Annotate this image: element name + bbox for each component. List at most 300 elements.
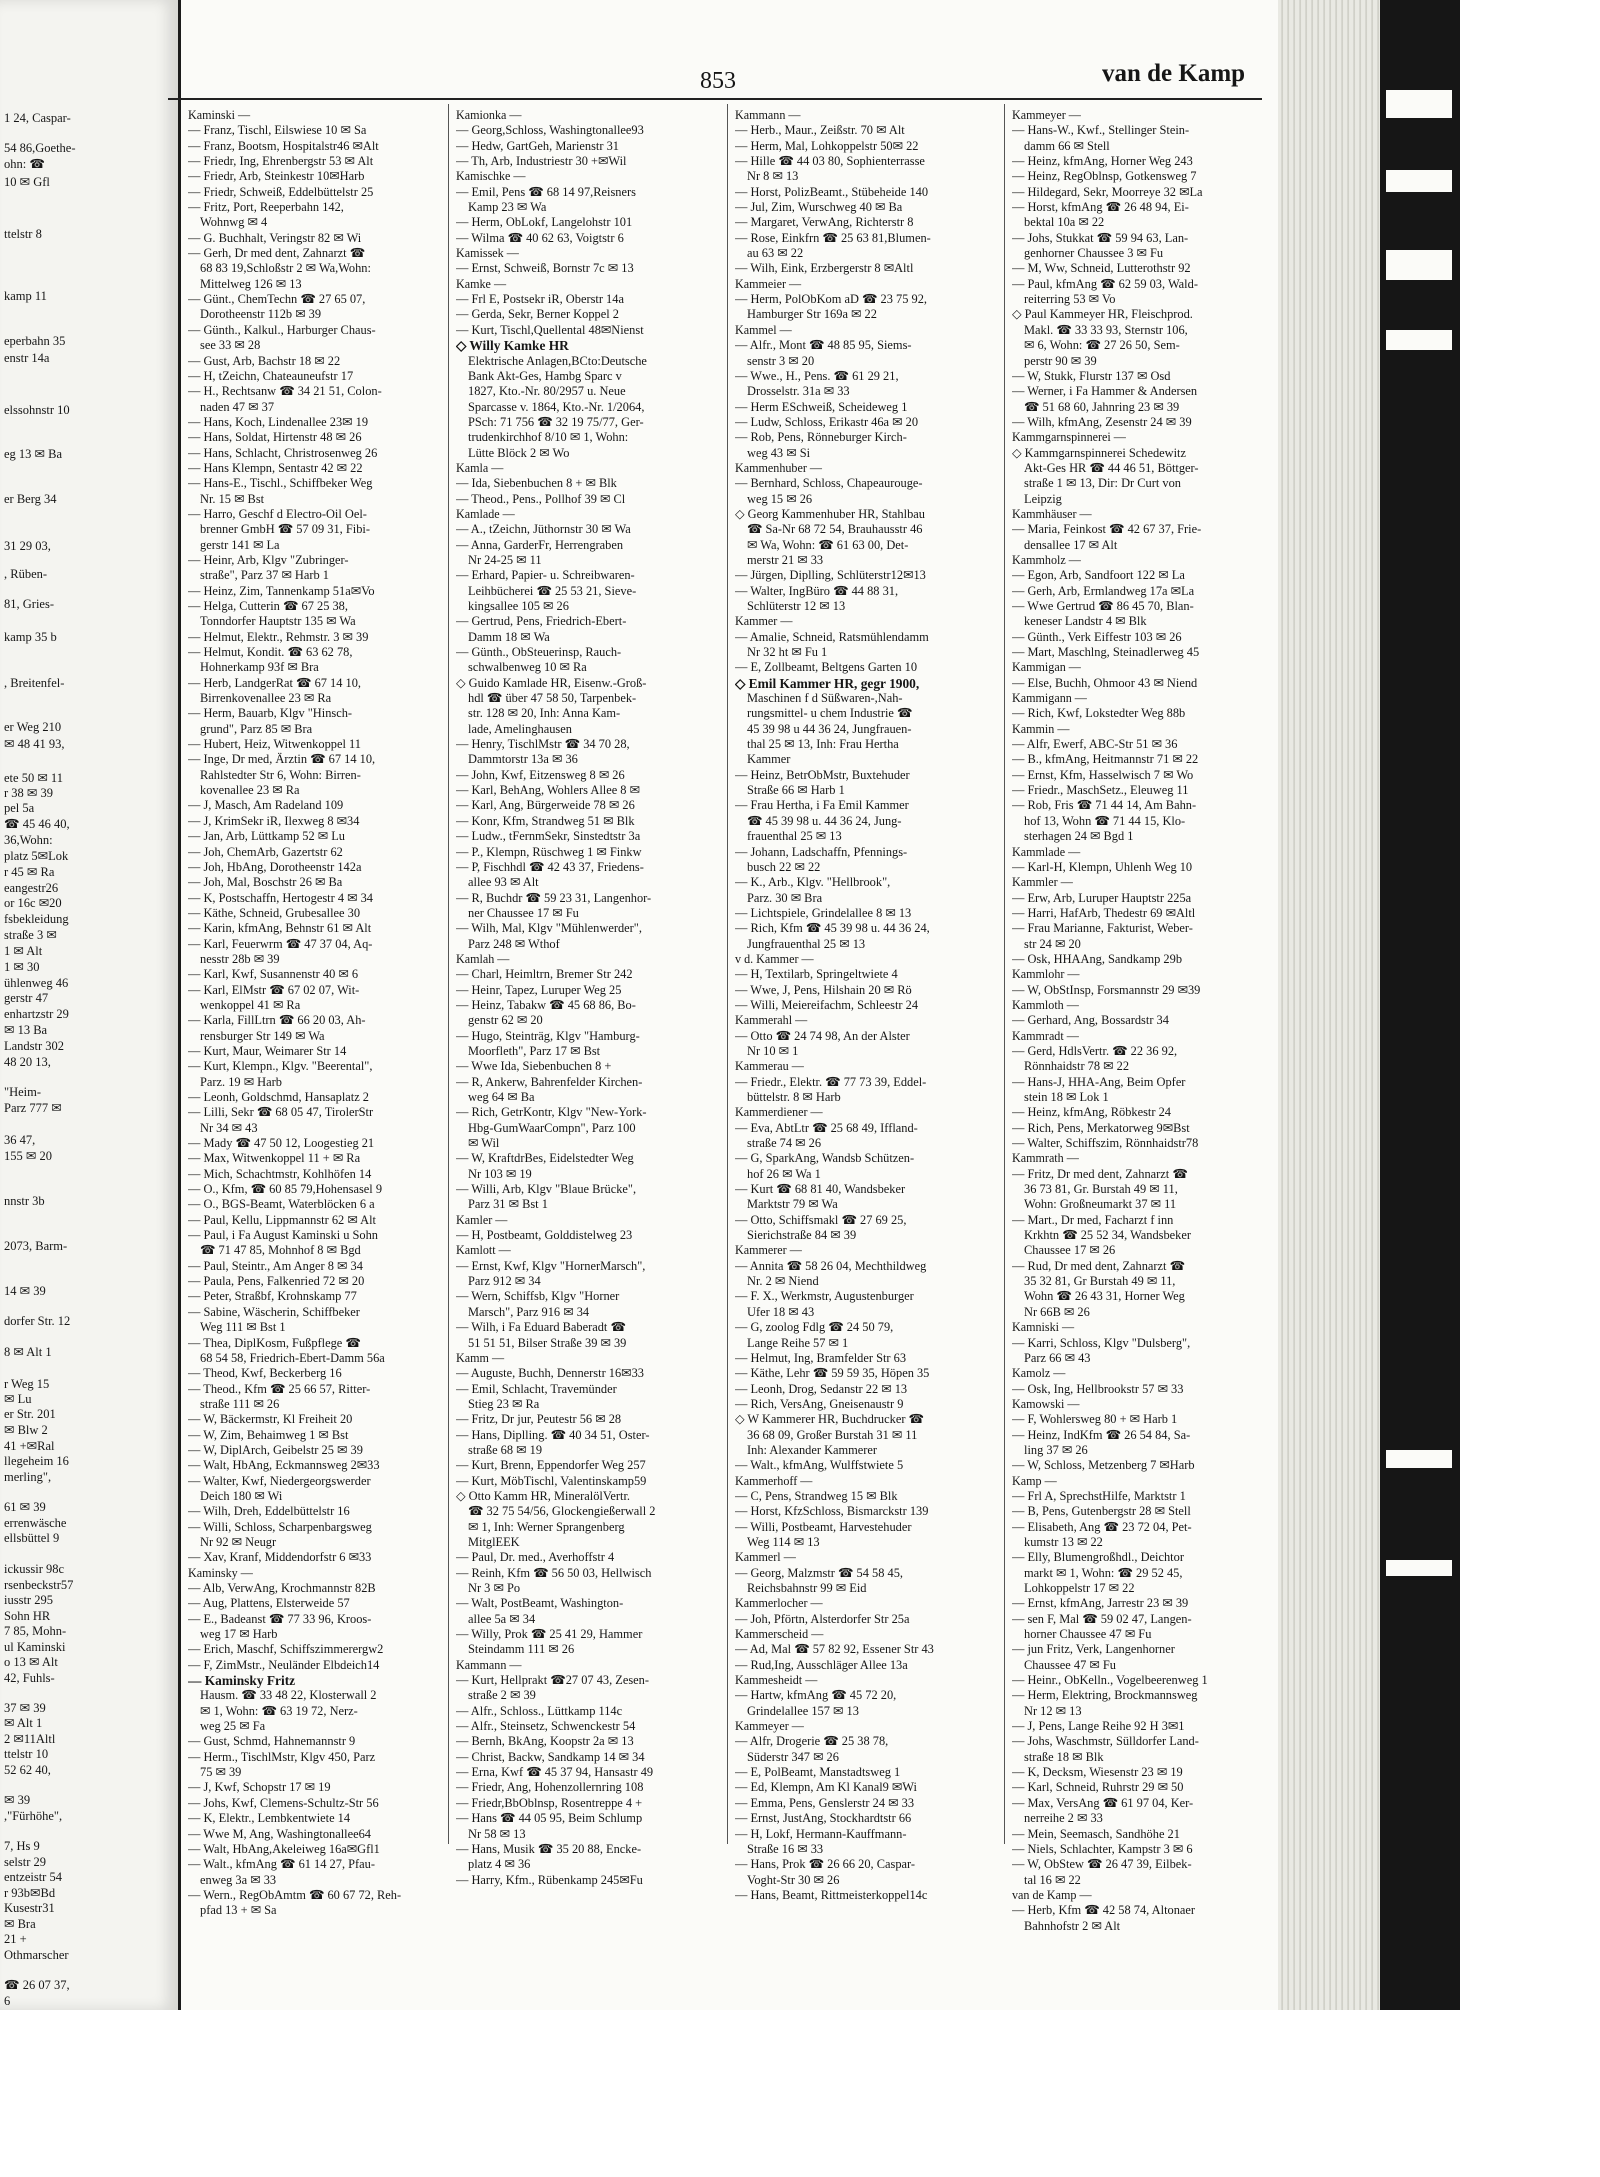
directory-entry-line: — W, Zim, Behaimweg 1 ✉ Bst [188, 1427, 349, 1442]
directory-entry-line: — Herm ESchweiß, Scheideweg 1 [735, 399, 908, 414]
directory-entry-line: — Eva, AbtLtr ☎ 25 68 49, Iffland- [735, 1120, 918, 1135]
directory-entry-line: — Ed, Klempn, Am Kl Kanal9 ✉Wi [735, 1780, 917, 1795]
directory-entry-line: hdl ☎ über 47 58 50, Tarpenbek- [468, 691, 637, 706]
directory-entry-line: — Hans Klempn, Sentastr 42 ✉ 22 [188, 460, 363, 475]
directory-entry-line: brenner GmbH ☎ 57 09 31, Fibi- [200, 522, 370, 537]
directory-entry-line: keneser Landstr 4 ✉ Blk [1024, 614, 1147, 629]
directory-entry-line: au 63 ✉ 22 [747, 246, 804, 261]
directory-entry-line: — Jul, Zim, Wurschweg 40 ✉ Ba [735, 200, 903, 215]
directory-entry-line: — jun Fritz, Verk, Langenhorner [1012, 1642, 1175, 1657]
directory-entry-line: ◇ Otto Kamm HR, MineralölVertr. [456, 1488, 631, 1503]
directory-entry-line: — Hans, Beamt, Rittmeisterkoppel14c [735, 1887, 928, 1902]
directory-entry-line: hof 26 ✉ Wa 1 [747, 1166, 821, 1181]
previous-page-text-fragment: eg 13 ✉ Ba [4, 447, 63, 461]
directory-entry-line: — Wern, Schiffsb, Klgv "Horner [456, 1289, 620, 1304]
surname-heading: Kammrath — [1012, 1151, 1079, 1166]
surname-heading: v d. Kammer — [735, 951, 814, 966]
directory-entry-line: Mittelweg 126 ✉ 13 [200, 276, 302, 291]
directory-entry-line: schwalbenweg 10 ✉ Ra [468, 660, 587, 675]
directory-entry-line: tal 16 ✉ 22 [1024, 1872, 1081, 1887]
surname-heading: Kammhäuser — [1012, 506, 1092, 521]
directory-entry-line: — Theod, Kwf, Beckerberg 16 [188, 1366, 342, 1381]
previous-page-text-fragment: iusstr 295 [4, 1593, 53, 1607]
previous-page-text-fragment: 61 ✉ 39 [4, 1500, 46, 1514]
directory-entry-line: — Emil, Schlacht, Travemünder [456, 1381, 617, 1396]
index-stripe [1386, 1450, 1452, 1468]
column-divider [1004, 104, 1005, 1844]
directory-entry-line: busch 22 ✉ 22 [747, 859, 821, 874]
previous-page-text-fragment: 37 ✉ 39 [4, 1701, 46, 1715]
directory-entry-line: — Mart, Maschlng, Steinadlerweg 45 [1012, 645, 1200, 660]
directory-entry-line: see 33 ✉ 28 [200, 338, 261, 353]
previous-page-text-fragment: ✉ Blw 2 [4, 1423, 48, 1437]
directory-entry-line: rensburger Str 149 ✉ Wa [200, 1028, 325, 1043]
directory-entry-line: Weg 111 ✉ Bst 1 [200, 1320, 286, 1335]
directory-entry-line: — Emma, Pens, Genslerstr 24 ✉ 33 [735, 1795, 915, 1810]
directory-entry-line: Wohnwg ✉ 4 [200, 215, 268, 230]
directory-entry-line: — W, Schloss, Metzenberg 7 ✉Harb [1012, 1458, 1195, 1473]
directory-entry-line: 75 ✉ 39 [200, 1765, 242, 1780]
directory-entry-line: — Herm, Bauarb, Klgv "Hinsch- [188, 706, 353, 721]
index-stripe [1386, 330, 1452, 350]
directory-entry-line: — Georg,Schloss, Washingtonallee93 [456, 123, 644, 138]
directory-entry-line: straße 111 ✉ 26 [200, 1396, 280, 1411]
directory-entry-line: perstr 90 ✉ 39 [1024, 353, 1097, 368]
directory-entry-line: — Heinz, kfmAng, Horner Weg 243 [1012, 154, 1193, 169]
directory-entry-line: straße 2 ✉ 39 [468, 1688, 536, 1703]
directory-entry-line: — Wwe Ida, Siebenbuchen 8 + [456, 1059, 612, 1074]
directory-entry-line: — Aug, Plattens, Elsterweide 57 [188, 1596, 350, 1611]
directory-entry-line: Sparcasse v. 1864, Kto.-Nr. 1/2064, [468, 399, 645, 414]
directory-entry-line: — Rob, Pens, Rönneburger Kirch- [735, 430, 907, 445]
directory-entry-line: Parz 66 ✉ 43 [1024, 1350, 1091, 1365]
directory-entry-line: horner Chaussee 47 ✉ Fu [1024, 1627, 1152, 1642]
directory-entry-line: — Rich, Kwf, Lokstedter Weg 88b [1012, 706, 1186, 721]
directory-entry-line: — Th, Arb, Industriestr 30 +✉Wil [456, 154, 627, 169]
directory-entry-line: — Rich, VersAng, Gneisenaustr 9 [735, 1396, 904, 1411]
surname-heading: Kammerau — [735, 1059, 804, 1074]
directory-entry-line: — Amalie, Schneid, Ratsmühlendamm [735, 629, 929, 644]
directory-entry-line: — Paul, Steintr., Am Anger 8 ✉ 34 [188, 1258, 363, 1273]
surname-heading: Kamp — [1012, 1473, 1057, 1488]
surname-heading: Kammerl — [735, 1550, 796, 1565]
directory-entry-line: — Leonh, Drog, Sedanstr 22 ✉ 13 [735, 1381, 908, 1396]
directory-entry-line: — Bernhard, Schloss, Chapeaurouge- [735, 476, 923, 491]
directory-entry-line: — Jürgen, Diplling, Schlüterstr12✉13 [735, 568, 926, 583]
surname-heading: Kammloth — [1012, 997, 1079, 1012]
surname-heading: Kammerlocher — [735, 1596, 823, 1611]
directory-entry-line: — Max, VersAng ☎ 61 97 04, Ker- [1012, 1795, 1194, 1810]
surname-heading: Kamm — [456, 1350, 505, 1365]
directory-entry-line: ◇ Kammgarnspinnerei Schedewitz [1012, 445, 1186, 460]
directory-entry-line: merstr 21 ✉ 33 [747, 552, 824, 567]
directory-entry-line: — G, SparkAng, Wandsb Schützen- [735, 1151, 915, 1166]
directory-entry-line: weg 15 ✉ 26 [747, 491, 813, 506]
directory-entry-line: — Johann, Ladschaffn, Pfennings- [735, 844, 908, 859]
directory-entry-line: Tonndorfer Hauptstr 135 ✉ Wa [200, 614, 356, 629]
directory-entry-line: — Günt., ChemTechn ☎ 27 65 07, [188, 292, 366, 307]
directory-entry-line: — Jan, Arb, Lüttkamp 52 ✉ Lu [188, 829, 345, 844]
directory-entry-line: — Rud, Dr med dent, Zahnarzt ☎ [1012, 1258, 1186, 1273]
directory-entry-line: — P, Fischhdl ☎ 42 43 37, Friedens- [456, 859, 644, 874]
directory-entry-line: Nr 12 ✉ 13 [1024, 1703, 1082, 1718]
directory-entry-line: — Alfr., Steinsetz, Schwenckestr 54 [456, 1719, 636, 1734]
surname-heading: Kamowski — [1012, 1396, 1080, 1411]
directory-entry-line: straße 74 ✉ 26 [747, 1136, 822, 1151]
directory-entry-line: — C, Pens, Strandweg 15 ✉ Blk [735, 1488, 898, 1503]
directory-entry-line: — H, tZeichn, Chateauneufstr 17 [188, 368, 354, 383]
previous-page-text-fragment: 6 [4, 1994, 11, 2008]
previous-page-text-fragment: 7, Hs 9 [4, 1839, 40, 1853]
surname-heading: Kamlott — [456, 1243, 511, 1258]
directory-entry-line: — Inge, Dr med, Ärztin ☎ 67 14 10, [188, 752, 376, 767]
directory-entry-line: ◇ W Kammerer HR, Buchdrucker ☎ [735, 1412, 924, 1427]
surname-heading: Kaminsky — [188, 1565, 253, 1580]
previous-page-text-fragment: Othmarscher [4, 1948, 69, 1962]
directory-entry-line: densallee 17 ✉ Alt [1024, 537, 1118, 552]
directory-entry-line: Nr 103 ✉ 19 [468, 1166, 532, 1181]
directory-entry-line: — Joh, ChemArb, Gazertstr 62 [188, 844, 343, 859]
directory-entry-line: — Walt, HbAng, Eckmannsweg 2✉33 [188, 1458, 380, 1473]
directory-entry-line: Akt-Ges HR ☎ 44 46 51, Böttger- [1024, 460, 1199, 475]
directory-entry-line: Rahlstedter Str 6, Wohn: Birren- [200, 767, 361, 782]
directory-entry-line: — Ad, Mal ☎ 57 82 92, Essener Str 43 [735, 1642, 934, 1657]
directory-entry-line: — Wern., RegObAmtm ☎ 60 67 72, Reh- [188, 1887, 402, 1902]
directory-entry-line: frauenthal 25 ✉ 13 [747, 829, 842, 844]
previous-page-text-fragment: 1 ✉ 30 [4, 960, 40, 974]
directory-entry-line: Steindamm 111 ✉ 26 [468, 1642, 575, 1657]
previous-page-text-fragment: pel 5a [4, 801, 35, 815]
previous-page-text-fragment: Landstr 302 [4, 1039, 65, 1053]
thumb-index-tab [1380, 0, 1460, 2010]
directory-entry-line: — Herm, PolObKom aD ☎ 23 75 92, [735, 292, 927, 307]
previous-page-text-fragment: 31 29 03, [4, 539, 51, 553]
previous-page-text-fragment: ☎ 45 46 40, [4, 817, 70, 831]
directory-entry-line: — W, ObStew ☎ 26 47 39, Eilbek- [1012, 1857, 1192, 1872]
directory-entry-line: Leihbücherei ☎ 25 53 21, Sieve- [468, 583, 637, 598]
previous-page-text-fragment: errenwäsche [4, 1516, 67, 1530]
directory-entry-line: — A., tZeichn, Jüthornstr 30 ✉ Wa [456, 522, 631, 537]
directory-entry-line: — Ernst, Kfm, Hasselwisch 7 ✉ Wo [1012, 767, 1194, 782]
directory-entry-line: — Gerh, Arb, Ermlandweg 17a ✉La [1012, 583, 1195, 598]
previous-page-text-fragment: kamp 11 [4, 289, 47, 303]
directory-entry-line: — John, Kwf, Eitzensweg 8 ✉ 26 [456, 767, 625, 782]
directory-entry-line: — F, ZimMstr., Neuländer Elbdeich14 [188, 1657, 380, 1672]
directory-entry-line: — Wwe M, Ang, Washingtonallee64 [188, 1826, 372, 1841]
directory-entry-line: — Rud,Ing, Ausschläger Allee 13a [735, 1657, 908, 1672]
previous-page-text-fragment: enhartzstr 29 [4, 1007, 69, 1021]
previous-page-text-fragment: merling", [4, 1470, 52, 1484]
directory-entry-line: — Karl, Ang, Bürgerweide 78 ✉ 26 [456, 798, 635, 813]
directory-entry-line: Lütte Blöck 2 ✉ Wo [468, 445, 570, 460]
directory-entry-line: — K, Decksm, Wiesenstr 23 ✉ 19 [1012, 1765, 1183, 1780]
running-head: van de Kamp [1102, 60, 1246, 87]
directory-entry-line: wenkoppel 41 ✉ Ra [200, 997, 301, 1012]
directory-entry-line: Marktstr 79 ✉ Wa [747, 1197, 838, 1212]
directory-entry-line: — Frl E, Postsekr iR, Oberstr 14a [456, 292, 624, 307]
directory-entry-line: — Kurt, Tischl,Quellental 48✉Nienst [456, 322, 644, 337]
directory-entry-line: str 24 ✉ 20 [1024, 936, 1081, 951]
directory-entry-line: — Kurt, MöbTischl, Valentinskamp59 [456, 1473, 647, 1488]
directory-entry-line: — Johs, Kwf, Clemens-Schultz-Str 56 [188, 1795, 379, 1810]
directory-entry-line: Reichsbahnstr 99 ✉ Eid [747, 1581, 867, 1595]
index-stripe [1386, 1560, 1452, 1576]
directory-entry-line: — Annita ☎ 58 26 04, Mechthildweg [735, 1258, 927, 1273]
directory-entry-line: — K, Elektr., Lembkentwiete 14 [188, 1811, 351, 1826]
directory-entry-line: Nr. 15 ✉ Bst [200, 491, 265, 506]
directory-entry-line: ✉ 6, Wohn: ☎ 27 26 50, Sem- [1024, 338, 1180, 353]
previous-page-text-fragment: enstr 14a [4, 351, 50, 365]
previous-page-text-fragment: ohn: ☎ [4, 157, 45, 171]
directory-entry-line: — Hans, Koch, Lindenallee 23✉ 19 [188, 414, 369, 429]
directory-entry-line: — Paul, kfmAng ☎ 62 59 03, Wald- [1012, 276, 1198, 291]
directory-entry-line: — Mein, Seemasch, Sandhöhe 21 [1012, 1826, 1180, 1841]
directory-entry-line: — Kurt ☎ 68 81 40, Wandsbeker [735, 1182, 906, 1197]
directory-entry-line: — Bernh, BkAng, Koopstr 2a ✉ 13 [456, 1734, 634, 1749]
directory-entry-line: — Heinr., ObKelln., Vogelbeerenweg 1 [1012, 1673, 1208, 1688]
directory-entry-line: MitglEEK [468, 1534, 520, 1549]
directory-entry-line: Wohn ☎ 26 43 31, Horner Weg [1024, 1289, 1185, 1304]
directory-entry-line: — O., BGS-Beamt, Waterblöcken 6 a [188, 1197, 375, 1212]
directory-entry-line: — Käthe, Lehr ☎ 59 59 35, Höpen 35 [735, 1366, 930, 1381]
directory-entry-line: — Joh, Pförtn, Alsterdorfer Str 25a [735, 1611, 910, 1626]
directory-entry-line: — H, Lokf, Hermann-Kauffmann- [735, 1826, 907, 1841]
directory-entry-line: — Anna, GarderFr, Herrengraben [456, 537, 624, 552]
directory-entry-line: Nr 10 ✉ 1 [747, 1043, 799, 1058]
directory-entry-line: — Ludw, Schloss, Erikastr 46a ✉ 20 [735, 414, 919, 429]
directory-entry-line: — Karla, FillLtrn ☎ 66 20 03, Ah- [188, 1013, 366, 1028]
directory-entry-line: — Alb, VerwAng, Krochmannstr 82B [188, 1581, 376, 1595]
previous-page-text-fragment: ete 50 ✉ 11 [4, 771, 63, 785]
directory-entry-line: — Erna, Kwf ☎ 45 37 94, Hansastr 49 [456, 1765, 654, 1780]
directory-entry-line: — Hartw, kfmAng ☎ 45 72 20, [735, 1688, 897, 1703]
surname-heading: Kammesheidt — [735, 1673, 818, 1688]
directory-entry-line: 51 51 51, Bilser Straße 39 ✉ 39 [468, 1335, 627, 1350]
directory-entry-line: — Erw, Arb, Luruper Hauptstr 225a [1012, 890, 1192, 905]
surname-heading: Kaminski — [188, 108, 251, 122]
directory-entry-line: genstr 62 ✉ 20 [468, 1013, 543, 1028]
directory-entry-line: — Karl, BehAng, Wohlers Allee 8 ✉ [456, 783, 640, 798]
directory-entry-line: — Kurt, Klempn., Klgv. "Beerental", [188, 1059, 373, 1074]
previous-page-text-fragment: gerstr 47 [4, 991, 49, 1005]
index-stripe [1386, 90, 1452, 118]
surname-heading: Kammgarnspinnerei — [1012, 430, 1126, 445]
surname-heading: Kamke — [456, 276, 507, 291]
directory-entry-line: 36 68 09, Großer Burstah 31 ✉ 11 [747, 1427, 918, 1442]
directory-entry-line: Sierichstraße 84 ✉ 39 [747, 1228, 857, 1243]
directory-entry-line: sterhagen 24 ✉ Bgd 1 [1024, 829, 1134, 844]
directory-entry-line: — sen F, Mal ☎ 59 02 47, Langen- [1012, 1611, 1192, 1626]
directory-entry-line: — Heinr, Arb, Klgv "Zubringer- [188, 552, 349, 567]
previous-page-text-fragment: straße 3 ✉ [4, 928, 57, 942]
directory-entry-line: ◇ Paul Kammeyer HR, Fleischprod. [1012, 307, 1193, 322]
directory-entry-line: Maschinen f d Süßwaren-,Nah- [747, 691, 903, 706]
page-number: 853 [700, 68, 736, 94]
directory-entry-line: — W, KraftdrBes, Eidelstedter Weg [456, 1151, 634, 1166]
directory-entry-line: — Max, Witwenkoppel 11 + ✉ Ra [188, 1151, 361, 1166]
previous-page-text-fragment: 42, Fuhls- [4, 1671, 55, 1685]
directory-entry-line: Nr 3 ✉ Po [468, 1581, 521, 1595]
directory-entry-line: — Wwe., H., Pens. ☎ 61 29 21, [735, 368, 899, 383]
previous-page-text-fragment: ✉ 39 [4, 1793, 31, 1807]
previous-page-text-fragment: Kusestr31 [4, 1901, 55, 1915]
directory-entry-line: Nr 32 ht ✉ Fu 1 [747, 645, 828, 660]
directory-entry-line: — Rich, Kfm ☎ 45 39 98 u. 44 36 24, [735, 921, 930, 936]
directory-entry-line: — Wilh, kfmAng, Zesenstr 24 ✉ 39 [1012, 414, 1192, 429]
column-divider [448, 104, 449, 1844]
directory-entry-line: Straße 66 ✉ Harb 1 [747, 783, 845, 798]
directory-entry-line: str. 128 ✉ 20, Inh: Anna Kam- [468, 706, 621, 721]
directory-entry-line: — E., Badeanst ☎ 77 33 96, Kroos- [188, 1611, 372, 1626]
directory-entry-line: — M, Ww, Schneid, Lutterothstr 92 [1012, 261, 1191, 276]
directory-entry-line: Nr 8 ✉ 13 [747, 169, 799, 184]
previous-page-text-fragment: 54 86,Goethe- [4, 141, 76, 155]
directory-entry-line: — Alfr., Mont ☎ 48 85 95, Siems- [735, 338, 912, 353]
directory-entry-line: — Harry, Kfm., Rübenkamp 245✉Fu [456, 1872, 643, 1887]
directory-entry-line: — Friedr, Ing, Ehrenbergstr 53 ✉ Alt [188, 154, 374, 169]
directory-entry-line: — Leonh, Goldschmd, Hansaplatz 2 [188, 1090, 370, 1104]
directory-entry-line: allee 93 ✉ Alt [468, 875, 539, 890]
directory-entry-line: grund", Parz 85 ✉ Bra [200, 721, 313, 736]
directory-entry-line: — Herm, ObLokf, Langelohstr 101 [456, 215, 633, 230]
previous-page-text-fragment: 1 24, Caspar- [4, 111, 71, 125]
surname-heading: Kamischke — [456, 169, 526, 184]
previous-page-text-fragment: er Berg 34 [4, 492, 57, 506]
previous-page-text-fragment: ✉ Lu [4, 1392, 32, 1406]
directory-entry-line: 36 73 81, Gr. Burstah 49 ✉ 11, [1024, 1182, 1178, 1197]
directory-entry-line: — Paula, Pens, Falkenried 72 ✉ 20 [188, 1274, 365, 1289]
directory-entry-line: naden 47 ✉ 37 [200, 399, 275, 414]
directory-entry-line: — Karl, ElMstr ☎ 67 02 07, Wit- [188, 982, 360, 997]
directory-entry-line: — Peter, Straßbf, Krohnskamp 77 [188, 1289, 357, 1304]
directory-entry-line: 68 83 19,Schloßstr 2 ✉ Wa,Wohn: [200, 261, 371, 276]
surname-heading: Kammeier — [735, 276, 802, 291]
directory-entry-line: ☎ 32 75 54/56, Glockengießerwall 2 [468, 1504, 656, 1519]
directory-entry-line: — O., Kfm, ☎ 60 85 79,Hohensasel 9 [188, 1182, 383, 1197]
directory-entry-line: — K., Arb., Klgv. "Hellbrook", [735, 875, 891, 890]
directory-entry-line: — Hans ☎ 44 05 95, Beim Schlump [456, 1811, 643, 1826]
directory-entry-line: — Gerd, HdlsVertr. ☎ 22 36 92, [1012, 1043, 1178, 1058]
directory-entry-line: — Xav, Kranf, Middendorfstr 6 ✉33 [188, 1550, 372, 1565]
index-stripe [1386, 170, 1452, 192]
previous-page-text-fragment: 52 62 40, [4, 1763, 51, 1777]
surname-heading: Kamolz — [1012, 1366, 1066, 1381]
directory-entry-line: Birrenkovenallee 23 ✉ Ra [200, 691, 332, 706]
directory-entry-line: Parz 912 ✉ 34 [468, 1274, 541, 1289]
directory-entry-line: büttelstr. 8 ✉ Harb [747, 1090, 841, 1104]
directory-entry-line: — Karri, Schloss, Klgv "Dulsberg", [1012, 1335, 1191, 1350]
previous-page-text-fragment: or 16c ✉20 [4, 896, 62, 910]
surname-heading: Kammradt — [1012, 1028, 1079, 1043]
column-divider [727, 104, 728, 1844]
surname-heading: Kammin — [1012, 721, 1070, 736]
directory-entry-line: — Willi, Arb, Klgv "Blaue Brücke", [456, 1182, 637, 1197]
previous-page-text-fragment: platz 5✉Lok [4, 849, 69, 863]
directory-entry-line: — Ludw., tFernmSekr, Sinstedtstr 3a [456, 829, 641, 844]
directory-entry-line: — Maria, Feinkost ☎ 42 67 37, Frie- [1012, 522, 1202, 537]
directory-entry-line: — Christ, Backw, Sandkamp 14 ✉ 34 [456, 1749, 645, 1764]
directory-entry-line: — Otto ☎ 24 74 98, An der Alster [735, 1028, 910, 1043]
directory-entry-line: straße 68 ✉ 19 [468, 1442, 543, 1457]
directory-entry-line: — Karl, Feuerwrm ☎ 47 37 04, Aq- [188, 936, 373, 951]
directory-entry-line: — Herm, Mal, Lohkoppelstr 50✉ 22 [735, 138, 919, 153]
directory-entry-line: genhorner Chaussee 3 ✉ Fu [1024, 246, 1164, 261]
directory-entry-line: kumstr 13 ✉ 22 [1024, 1534, 1103, 1549]
directory-entry-line: — Rob, Fris ☎ 71 44 14, Am Bahn- [1012, 798, 1197, 813]
surname-heading: Kamlah — [456, 951, 510, 966]
surname-heading: Kammeyer — [735, 1719, 804, 1734]
surname-heading: Kammholz — [1012, 552, 1081, 567]
directory-entry-line: — Heinz, Zim, Tannenkamp 51a✉Vo [188, 583, 375, 598]
directory-entry-line: weg 43 ✉ Si [747, 445, 811, 460]
directory-entry-line: weg 17 ✉ Harb [200, 1627, 278, 1642]
previous-page-text-fragment: r Weg 15 [4, 1377, 50, 1391]
surname-heading: Kamissek — [456, 246, 519, 261]
directory-entry-line: — Herb., Maur., Zeißstr. 70 ✉ Alt [735, 123, 905, 138]
directory-entry-line: — Hans-W., Kwf., Stellinger Stein- [1012, 123, 1190, 138]
index-stripe [1386, 250, 1452, 280]
directory-entry-line: — Wilh, i Fa Eduard Baberadt ☎ [456, 1320, 626, 1335]
directory-entry-line: gerstr 141 ✉ La [200, 537, 280, 552]
directory-entry-line: Schlüterstr 12 ✉ 13 [747, 599, 846, 613]
directory-entry-line: Dorotheenstr 112b ✉ 39 [200, 307, 322, 322]
directory-entry-line: — R, Ankerw, Bahrenfelder Kirchen- [456, 1074, 643, 1089]
previous-page-text-fragment: 21 + [4, 1932, 27, 1946]
directory-entry-line: Leipzig [1024, 491, 1062, 506]
previous-page-text-fragment: r 45 ✉ Ra [4, 865, 55, 879]
previous-page-text-fragment: fsbekleidung [4, 912, 69, 926]
directory-entry-line: Wohn: Großneumarkt 37 ✉ 11 [1024, 1197, 1177, 1212]
directory-entry-line: — Franz, Tischl, Eilswiese 10 ✉ Sa [188, 123, 367, 138]
directory-entry-line: — Hugo, Steinträg, Klgv "Hamburg- [456, 1028, 640, 1043]
directory-entry-line: — Gust, Schmd, Hahnemannstr 9 [188, 1734, 356, 1749]
previous-page-text-fragment: eangestr26 [4, 881, 59, 895]
directory-entry-line: — Mich, Schachtmstr, Kohlhöfen 14 [188, 1166, 372, 1181]
previous-page-text-fragment: ☎ 26 07 37, [4, 1978, 70, 1992]
directory-entry-line: Nr 58 ✉ 13 [468, 1826, 526, 1841]
directory-entry-line: — Wilh, Eink, Erzbergerstr 8 ✉Altl [735, 261, 914, 276]
directory-entry-line: — Wwe Gertrud ☎ 86 45 70, Blan- [1012, 599, 1194, 613]
directory-entry-line: ◇ Georg Kammenhuber HR, Stahlbau [735, 506, 925, 521]
directory-entry-line: — Hubert, Heiz, Witwenkoppel 11 [188, 737, 361, 752]
directory-entry-line: — Helga, Cutterin ☎ 67 25 38, [188, 599, 348, 613]
directory-entry-line: Chaussee 17 ✉ 26 [1024, 1243, 1116, 1258]
previous-page-text-fragment: 14 ✉ 39 [4, 1284, 46, 1298]
directory-entry-line: — Paul, Kellu, Lippmannstr 62 ✉ Alt [188, 1212, 376, 1227]
directory-entry-line: — Konr, Kfm, Strandweg 51 ✉ Blk [456, 813, 635, 828]
directory-entry-line: — Harro, Geschf d Electro-Oil Oel- [188, 506, 367, 521]
directory-entry-line: — Elly, Blumengroßhdl., Deichtor [1012, 1550, 1184, 1565]
previous-page-text-fragment: r 38 ✉ 39 [4, 786, 54, 800]
directory-entry-line: Hohnerkamp 93f ✉ Bra [200, 660, 319, 675]
directory-entry-line: — J, Masch, Am Radeland 109 [188, 798, 344, 813]
directory-entry-line: weg 25 ✉ Fa [200, 1719, 266, 1734]
directory-entry-line: — R, Buchdr ☎ 59 23 31, Langenhor- [456, 890, 652, 905]
directory-entry-line: — Erich, Maschf, Schiffszimmerergw2 [188, 1642, 384, 1657]
directory-entry-line: Stieg 23 ✉ Ra [468, 1396, 540, 1411]
directory-entry-line: Weg 114 ✉ 13 [747, 1534, 820, 1549]
surname-heading: Kammigann — [1012, 691, 1087, 706]
directory-entry-line: — Margaret, VerwAng, Richterstr 8 [735, 215, 914, 230]
directory-entry-line: 45 39 98 u 44 36 24, Jungfrauen- [747, 721, 912, 736]
directory-entry-line: bektal 10a ✉ 22 [1024, 215, 1105, 230]
directory-entry-line: — Friedr., MaschSetz., Eleuweg 11 [1012, 783, 1189, 798]
previous-page-text-fragment: ickussir 98c [4, 1562, 65, 1576]
directory-entry-line: Hbg-GumWaarCompn", Parz 100 [468, 1120, 636, 1135]
directory-entry-line: — J, Pens, Lange Reihe 92 H 3✉1 [1012, 1719, 1185, 1734]
directory-entry-line: Jungfrauenthal 25 ✉ 13 [747, 936, 866, 951]
directory-entry-line: Ufer 18 ✉ 43 [747, 1304, 815, 1319]
